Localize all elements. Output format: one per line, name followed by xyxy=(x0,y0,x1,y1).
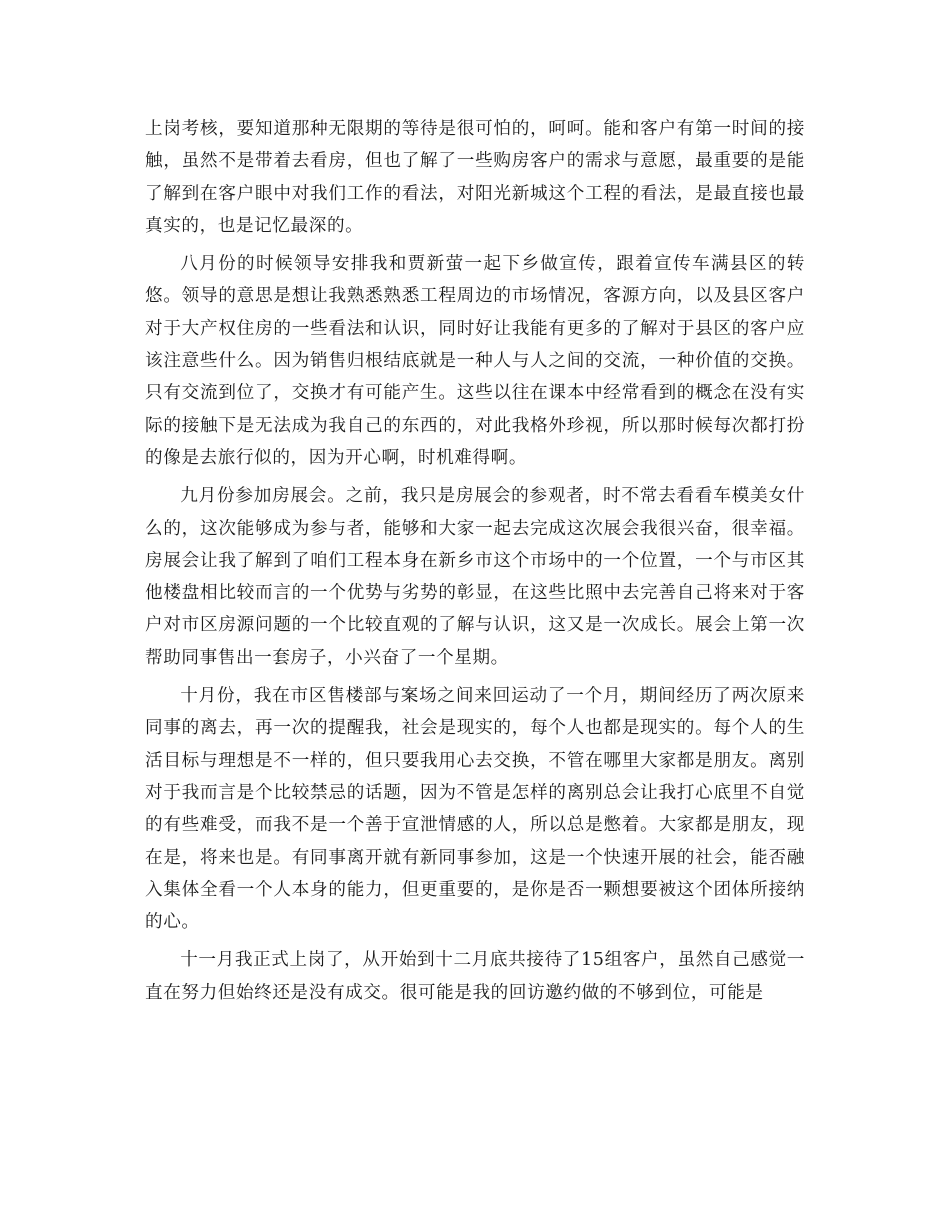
paragraph-5: 十一月我正式上岗了，从开始到十二月底共接待了15组客户，虽然自己感觉一直在努力但始终还是没有成交。很可能是我的回访邀约做的不够到位，可能是 xyxy=(145,950,805,1003)
paragraph-3: 九月份参加房展会。之前，我只是房展会的参观者，时不常去看看车模美女什么的，这次能够成为参与者，能够和大家一起去完成这次展会我很兴奋，很幸福。房展会让我了解到了咱们工程本身在新乡市这个市场中的一个位置，一个与市区其他楼盘相比较而言的一个优势与劣势的彰显，在这些比照中去完善自己将来对于客户对市区房源问题的一个比较直观的了解与认识，这又是一次成长。展会上第一次帮助同事售出一套房子，小兴奋了一个星期。 xyxy=(145,486,805,668)
document-body xyxy=(145,113,805,1015)
paragraph-2: 八月份的时候领导安排我和贾新萤一起下乡做宣传，跟着宣传车满县区的转悠。领导的意思是想让我熟悉熟悉工程周边的市场情况，客源方向，以及县区客户对于大产权住房的一些看法和认识，同时好让我能有更多的了解对于县区的客户应该注意些什么。因为销售归根结底就是一种人与人之间的交流，一种价值的交换。只有交流到位了，交换才有可能产生。这些以往在课本中经常看到的概念在没有实际的接触下是无法成为我自己的东西的，对此我格外珍视，所以那时候每次都打扮的像是去旅行似的，因为开心啊，时机难得啊。 xyxy=(145,254,805,468)
paragraph-1: 上岗考核，要知道那种无限期的等待是很可怕的，呵呵。能和客户有第一时间的接触，虽然不是带着去看房，但也了解了一些购房客户的需求与意愿，最重要的是能了解到在客户眼中对我们工作的看法，对阳光新城这个工程的看法，是最直接也最真实的，也是记忆最深的。 xyxy=(145,119,805,236)
paragraph-4: 十月份，我在市区售楼部与案场之间来回运动了一个月，期间经历了两次原来同事的离去，再一次的提醒我，社会是现实的，每个人也都是现实的。每个人的生活目标与理想是不一样的，但只要我用心去交换，不管在哪里大家都是朋友。离别对于我而言是个比较禁忌的话题，因为不管是怎样的离别总会让我打心底里不自觉的有些难受，而我不是一个善于宣泄情感的人，所以总是憋着。大家都是朋友，现在是，将来也是。有同事离开就有新同事参加，这是一个快速开展的社会，能否融入集体全看一个人本身的能力，但更重要的，是你是否一颗想要被这个团体所接纳的心。 xyxy=(145,686,805,933)
